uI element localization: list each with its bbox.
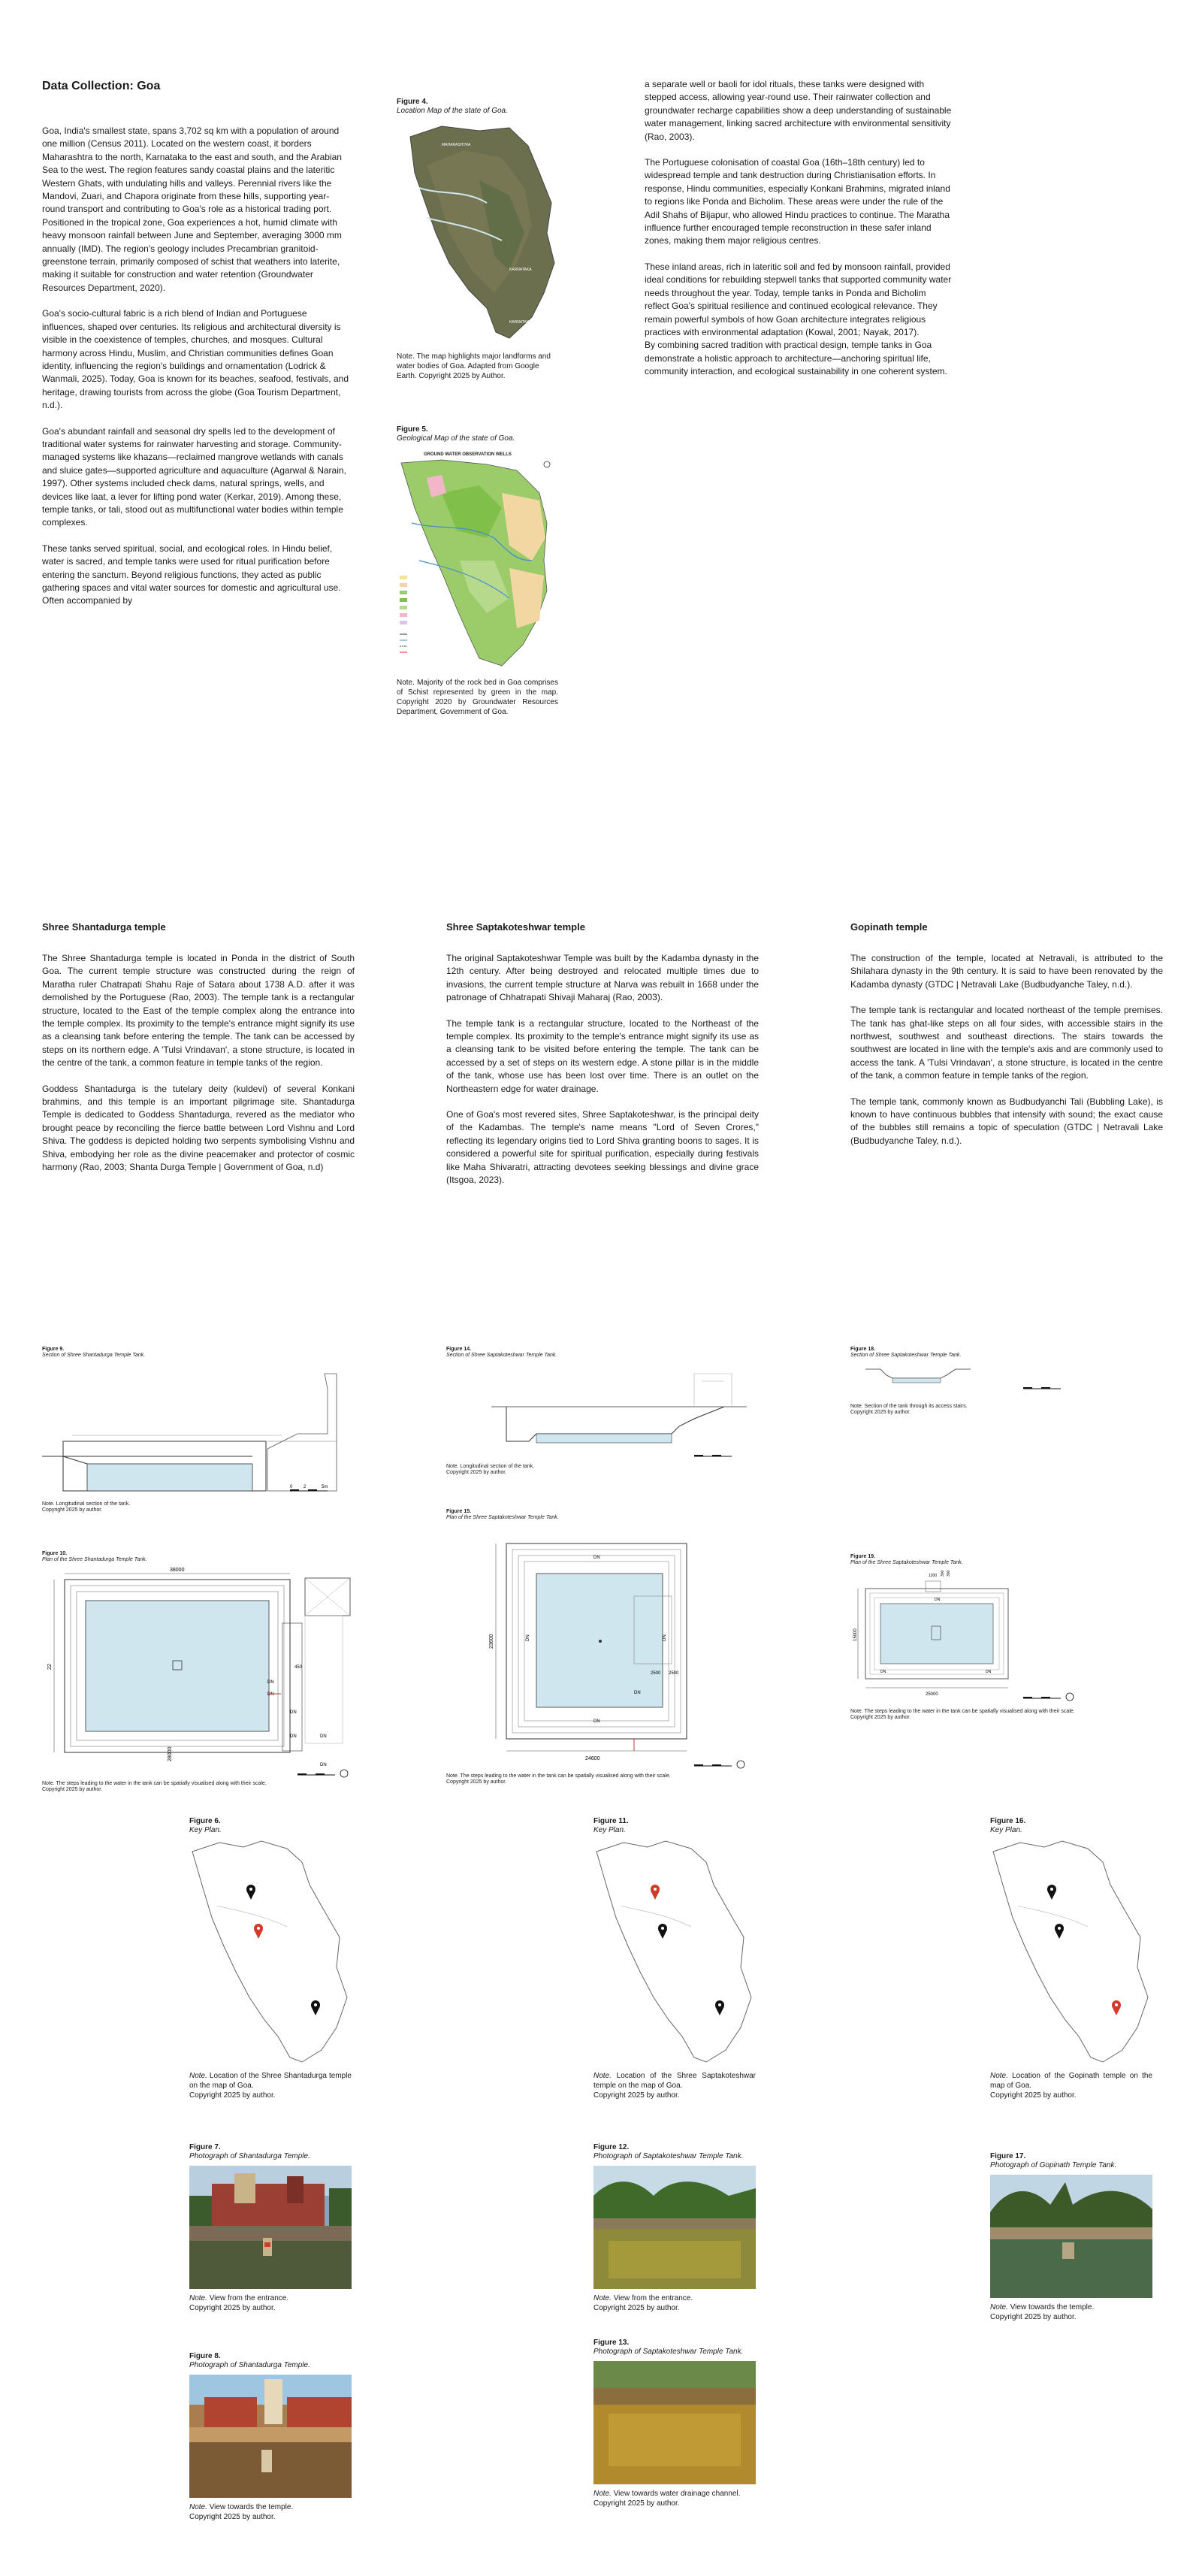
photo-saptakoteshwar-drainage xyxy=(593,2361,756,2484)
figure-note: Note. View from the entrance. xyxy=(189,2294,289,2302)
scale-bar xyxy=(1023,1693,1074,1701)
dimension-label: 24600 xyxy=(585,1756,600,1761)
figure-copyright: Copyright 2025 by author. xyxy=(593,2499,680,2508)
figure-note: Note. View towards the temple. xyxy=(189,2503,294,2511)
figure-label: Figure 12. xyxy=(593,2143,630,2151)
section-drawing xyxy=(446,1359,762,1464)
figure-caption: Photograph of Saptakoteshwar Temple Tank. xyxy=(593,2152,744,2160)
intro-paragraph: These tanks served spiritual, social, and ecological roles. In Hindu belief, water is sacred, and temple tanks were used for ritual purification before entering the sanctum. Beyond religious functions, they acted as public gathering spaces and vital water sources for domestic and agricultural use. Often accompanied by xyxy=(42,543,341,606)
stair-label: DN xyxy=(663,1634,667,1641)
figure-9 xyxy=(42,1347,358,1513)
figure-label: Figure 11. xyxy=(593,1817,629,1825)
map-pin-icon xyxy=(254,1924,263,1939)
stair-label: DN xyxy=(986,1670,992,1674)
plan-drawing xyxy=(42,1563,358,1781)
intro-column-right xyxy=(645,78,953,392)
dimension-label: 22 xyxy=(47,1664,53,1670)
figure-label: Figure 8. xyxy=(189,2352,221,2360)
intro-paragraph: Goa's socio-cultural fabric is a rich blend of Indian and Portuguese influences, shaped over centuries. Its religious and architectural diversity is visible in the coexistence of temples, churches, and mosques. Cultural harmony across Hindu, Muslim, and Christian communities defines Goan identity, influencing the region's buildings and ornamentation (Lodrick & Wanmali, 2025). Today, Goa is known for its beaches, seafood, festivals, and heritage, drawing tourists from across the globe (Goa Tourism Department, n.d.). xyxy=(42,308,349,411)
map-label: ARABIAN SEA xyxy=(404,245,430,249)
temple-heading: Shree Shantadurga temple xyxy=(42,921,166,933)
figure-copyright: Copyright 2025 by author. xyxy=(593,2304,680,2312)
temple-column-gopinath xyxy=(850,921,1163,1160)
photo-shantadurga-entrance xyxy=(189,2166,352,2289)
key-plan-map xyxy=(593,1840,756,2065)
figure-caption: Section of Shree Saptakoteshwar Temple Tank. xyxy=(446,1353,557,1358)
temple-heading: Shree Saptakoteshwar temple xyxy=(446,921,585,933)
dimension-label: 38000 xyxy=(170,1568,185,1573)
figure-note: Note. Section of the tank through its access stairs. xyxy=(850,1404,968,1409)
figure-note: Note. View from the entrance. xyxy=(593,2294,693,2302)
figure-note: Copyright 2025 by author. xyxy=(42,1787,103,1792)
figure-note: Note. Majority of the rock bed in Goa comprises of Schist represented by green in the map. Copyright 2020 by Groundwater Resources Department, Government of Goa. xyxy=(397,679,558,716)
scale-bar xyxy=(290,1485,328,1491)
figure-label: Figure 7. xyxy=(189,2143,221,2151)
figure-note: Note. The map highlights major landforms and water bodies of Goa. Adapted from Google Earth. Copyright 2025 by Author. xyxy=(397,352,551,380)
figure-note: Note. Location of the Shree Shantadurga temple on the map of Goa. xyxy=(189,2072,352,2090)
temple-paragraph: One of Goa's most revered sites, Shree Saptakoteshwar, is the principal deity of the Kadambas. The temple's name means "Lord of Seven Crores," reflecting its legendary origins tied to Lord Shiva granting boons to sages. It is considered a powerful site for spiritual purification, especially during festivals like Maha Shivaratri, attracting devotees seeking blessings and divine grace (Itsgoa, 2023). xyxy=(446,1109,759,1186)
figure-caption: Key Plan. xyxy=(189,1826,222,1834)
figure-caption: Key Plan. xyxy=(593,1826,626,1834)
figure-note: Copyright 2025 by author. xyxy=(850,1715,911,1720)
intro-paragraph: Goa's abundant rainfall and seasonal dry spells led to the development of traditional water systems for rainwater harvesting and storage. Community-managed systems like khazans—reclaimed mangrove wetlands with canals and sluice gates—supported agriculture and aquaculture (Agarwal & Narain, 1997). Other systems included check dams, natural springs, wells, and devices like laat, a lever for lifting pond water (Kerkar, 2019). Among these, temple tanks, or tali, stood out as multifunctional water bodies within temple complexes. xyxy=(42,425,346,528)
figure-label: Figure 18. xyxy=(850,1347,876,1352)
figure-note: Note. Location of the Shree Saptakoteshwar temple on the map of Goa. xyxy=(593,2072,756,2090)
map-pin-icon xyxy=(1112,2000,1121,2015)
map-title: GROUND WATER OBSERVATION WELLS xyxy=(424,452,512,457)
figure-label: Figure 16. xyxy=(990,1817,1026,1825)
figure-caption: Plan of the Shree Saptakoteshwar Temple Tank. xyxy=(850,1560,963,1565)
figure-17 xyxy=(990,2152,1152,2322)
figure-14 xyxy=(446,1347,762,1476)
stair-label: DN xyxy=(267,1692,274,1697)
scale-bar xyxy=(694,1455,732,1456)
figure-note: Note. Location of the Gopinath temple on the map of Goa. xyxy=(990,2072,1152,2090)
figure-11 xyxy=(593,1817,756,2100)
figure-caption: Key Plan. xyxy=(990,1826,1022,1834)
figure-note: Note. View towards water drainage channel. xyxy=(593,2490,741,2498)
intro-paragraph: The Portuguese colonisation of coastal Goa (16th–18th century) led to widespread temple and tank destruction during Christianisation efforts. In response, Hindu communities, especially Konkani Brahmins, migrated inland to regions like Ponda and Bicholim. These areas were under the rule of the Adil Shahs of Bijapur, who allowed Hindu practices to continue. The Maratha influence further encouraged temple reconstruction in these safer inland zones, making them major religious centres. xyxy=(645,157,950,246)
figure-10 xyxy=(42,1551,358,1793)
key-plan-map xyxy=(990,1840,1152,2065)
map-label: KARNATAKA xyxy=(509,320,532,325)
figure-caption: Section of Shree Shantadurga Temple Tank. xyxy=(42,1353,146,1358)
plan-drawing xyxy=(850,1566,1166,1709)
figure-8 xyxy=(189,2352,352,2522)
figure-12 xyxy=(593,2143,756,2313)
stair-label: DN xyxy=(290,1734,297,1739)
figure-note: Note. The steps leading to the water in the tank can be spatially visualised along with their scale. xyxy=(850,1709,1075,1714)
figure-4 xyxy=(397,98,562,381)
figure-copyright: Copyright 2025 by author. xyxy=(593,2091,680,2100)
dimension-label: 300 xyxy=(941,1570,945,1577)
figure-5 xyxy=(397,425,562,717)
dimension-label: 15000 xyxy=(853,1628,858,1641)
figure-copyright: Copyright 2025 by author. xyxy=(990,2313,1077,2321)
scale-bar xyxy=(1023,1387,1061,1389)
figure-note: Copyright 2025 by author. xyxy=(446,1779,507,1785)
temple-column-saptakoteshwar xyxy=(446,921,759,1200)
scale-label: 2 xyxy=(304,1485,307,1489)
figure-caption: Section of Shree Saptakoteshwar Temple Tank. xyxy=(850,1353,962,1358)
figure-caption: Plan of the Shree Saptakoteshwar Temple Tank. xyxy=(446,1515,559,1520)
figure-label: Figure 19. xyxy=(850,1554,876,1559)
section-drawing xyxy=(42,1359,358,1501)
section-title: Data Collection: Goa xyxy=(42,80,161,92)
figure-16 xyxy=(990,1817,1152,2100)
map-pin-icon xyxy=(651,1885,660,1900)
key-plan-map xyxy=(189,1840,352,2065)
figure-note: Note. The steps leading to the water in the tank can be spatially visualised along with their scale. xyxy=(42,1781,267,1786)
scale-label: 5m xyxy=(322,1485,328,1489)
map-label: MAHARASHTRA xyxy=(442,143,471,147)
photo-saptakoteshwar-entrance xyxy=(593,2166,756,2289)
temple-paragraph: The original Saptakoteshwar Temple was built by the Kadamba dynasty in the 12th century. After being destroyed and relocated multiple times due to invasions, the current temple structure at Narva was rebuilt in 1668 under the patronage of Chhatrapati Shivaji Maharaj (Rao, 2003). xyxy=(446,953,759,1003)
figure-label: Figure 17. xyxy=(990,2152,1026,2160)
stair-label: DN xyxy=(320,1734,327,1739)
temple-paragraph: The Shree Shantadurga temple is located in Ponda in the district of South Goa. The current temple structure was constructed during the reign of Maratha ruler Chatrapati Shahu Raje of Satara about 1738 A.D. after it was demolished by the Portuguese (Rao, 2003). The temple tank is a rectangular structure, located to the East of the temple complex along the entrance into the temple complex. Its proximity to the temple's entrance might signify its use as a cleansing tank before entering the temple. The tank can be accessed by steps on its northern edge. A 'Tulsi Vrindavan', a stone structure, is located in the centre of the tank, a common feature in temple tanks of the region. xyxy=(42,953,355,1069)
figure-caption: Photograph of Shantadurga Temple. xyxy=(189,2361,310,2369)
intro-paragraph: These inland areas, rich in lateritic soil and fed by monsoon rainfall, provided ideal conditions for rebuilding stepwell tanks that supported community water needs throughout the year. Today, temple tanks in Ponda and Bicholim reflect Goa's spiritual resilience and continued ecological relevance. They remain powerful symbols of how Goan architecture integrates religious practices with environmental adaptation (Kowal, 2001; Nayak, 2017). xyxy=(645,261,952,337)
stair-label: DN xyxy=(267,1680,274,1685)
map-pin-icon xyxy=(1047,1885,1056,1900)
scale-bar xyxy=(297,1770,348,1777)
stair-label: DN xyxy=(593,1719,600,1724)
dimension-label: 1200 xyxy=(929,1574,938,1578)
figure-copyright: Copyright 2025 by author. xyxy=(990,2091,1077,2100)
figure-label: Figure 10. xyxy=(42,1551,68,1556)
stair-label: DN xyxy=(320,1763,327,1767)
dimension-label: 28000 xyxy=(168,1746,173,1761)
stair-label: DN xyxy=(935,1598,941,1602)
figure-note: Copyright 2025 by author. xyxy=(42,1507,103,1513)
figure-caption: Geological Map of the state of Goa. xyxy=(397,434,515,443)
map-pin-icon xyxy=(715,2000,724,2015)
stair-label: DN xyxy=(880,1670,886,1674)
dimension-label: 25000 xyxy=(926,1692,938,1697)
figure-note: Note. Longitudinal section of the tank. xyxy=(446,1464,535,1469)
dimension-label: 23600 xyxy=(489,1634,494,1649)
figure-copyright: Copyright 2025 by author. xyxy=(189,2513,276,2521)
figure-caption: Plan of the Shree Shantadurga Temple Tank. xyxy=(42,1557,147,1562)
figure-label: Figure 13. xyxy=(593,2339,630,2347)
figure-6 xyxy=(189,1817,352,2100)
temple-paragraph: The temple tank is rectangular and located northeast of the temple premises. The tank has ghat-like steps on all four sides, with accessible stairs in the northwest, southwest and southeast directions. The stairs towards the southwest are located in line with the temple's axis and are commonly used to access the tank. A 'Tulsi Vrindavan', a stone structure, is located in the centre of the tank, a common feature in temple tanks of the region. xyxy=(850,1005,1163,1081)
photo-gopinath-tank xyxy=(990,2175,1152,2298)
figure-note: Note. Longitudinal section of the tank. xyxy=(42,1501,131,1507)
figure-copyright: Copyright 2025 by author. xyxy=(189,2304,276,2312)
temple-paragraph: The temple tank, commonly known as Budbudyanchi Tali (Bubbling Lake), is known to have continuous bubbles that intensify with sound; the exact cause of the bubbles still remains a topic of speculation (GTDC | Netravali Lake (Budbudyanche Taley, n.d.). xyxy=(850,1096,1163,1146)
temple-paragraph: Goddess Shantadurga is the tutelary deity (kuldevi) of several Konkani brahmins, and this temple is an important pilgrimage site. Shantadurga Temple is dedicated to Goddess Shantadurga, revered as the mediator who brought peace by reconciling the fierce battle between Lord Vishnu and Lord Shiva. The goddess is depicted holding two serpents symbolising Vishnu and Shiva, embodying her role as the divine peacemaker and protector of cosmic harmony (Rao, 2003; Shanta Durga Temple | Government of Goa, n.d) xyxy=(42,1083,355,1173)
figure-caption: Photograph of Shantadurga Temple. xyxy=(189,2152,310,2160)
figure-note: Copyright 2025 by author. xyxy=(446,1470,507,1475)
map-pin-icon xyxy=(311,2000,320,2015)
goa-location-map xyxy=(397,120,562,346)
intro-paragraph: Goa, India's smallest state, spans 3,702 sq km with a population of around one million (Census 2011). Located on the western coast, it borders Maharashtra to the north, Karnataka to the east and south, and the Arabian Sea to the west. The region features sandy coastal plains and the lateritic Western Ghats, with undulating hills and valleys. Perennial rivers like the Mandovi, Zuari, and Chapora originate from these hills, supporting year-round transport and contributing to Goa's role as a historical trading port. Positioned in the tropical zone, Goa experiences a hot, humid climate with heavy monsoon rainfall between June and September, averaging 3000 mm annually (IMD). The region's geology includes Precambrian granitoid-greenstone terrain, primarily composed of schist that weathers into laterite, making it suitable for construction and water retention (Groundwater Resources Department, 2020). xyxy=(42,125,342,293)
figure-7 xyxy=(189,2143,352,2313)
dimension-label: 2500 xyxy=(669,1671,679,1676)
figure-label: Figure 6. xyxy=(189,1817,221,1825)
figure-label: Figure 5. xyxy=(397,425,428,434)
stair-label: DN xyxy=(634,1691,641,1695)
section-drawing xyxy=(850,1359,1166,1404)
figure-caption: Location Map of the state of Goa. xyxy=(397,107,508,115)
figure-label: Figure 4. xyxy=(397,98,428,106)
figure-18 xyxy=(850,1347,1166,1416)
map-pin-icon xyxy=(246,1885,255,1900)
intro-paragraph: a separate well or baoli for idol rituals, these tanks were designed with stepped access, allowing year-round use. Their rainwater collection and groundwater recharge capabilities show a deep understanding of sustainable water management, linking sacred architecture with environmental sensitivity (Rao, 2003). xyxy=(645,79,952,142)
map-pin-icon xyxy=(658,1924,667,1939)
photo-shantadurga-temple xyxy=(189,2375,352,2498)
map-pin-icon xyxy=(1055,1924,1064,1939)
temple-paragraph: The construction of the temple, located at Netravali, is attributed to the Shilahara dynasty in the 9th century. It is said to have been renovated by the Kadamba dynasty (GTDC | Netravali Lake (Budbudyanche Taley, n.d.). xyxy=(850,953,1163,990)
figure-label: Figure 15. xyxy=(446,1509,472,1514)
stair-label: DN xyxy=(290,1710,297,1715)
scale-bar xyxy=(694,1761,744,1768)
figure-15 xyxy=(446,1509,762,1785)
scale-label: 0 xyxy=(290,1485,293,1489)
figure-note: Note. The steps leading to the water in the tank can be spatially visualised along with their scale. xyxy=(446,1773,671,1779)
stair-label: DN xyxy=(593,1556,600,1560)
figure-copyright: Copyright 2025 by author. xyxy=(189,2091,276,2100)
figure-caption: Photograph of Saptakoteshwar Temple Tank. xyxy=(593,2348,744,2356)
temple-heading: Gopinath temple xyxy=(850,921,928,933)
map-label: KARNATAKA xyxy=(509,268,532,272)
dimension-label: 2500 xyxy=(651,1671,661,1676)
plan-drawing xyxy=(446,1521,762,1773)
dimension-label: 450 xyxy=(294,1665,303,1670)
intro-paragraph: By combining sacred tradition with practical design, temple tanks in Goa demonstrate a holistic approach to architecture—anchoring spiritual life, community interaction, and ecological sustainability in one coherent system. xyxy=(645,340,947,377)
intro-column-left xyxy=(42,125,350,621)
dimension-label: 300 xyxy=(947,1570,951,1577)
figure-label: Figure 14. xyxy=(446,1347,472,1352)
figure-caption: Photograph of Gopinath Temple Tank. xyxy=(990,2161,1117,2169)
figure-label: Figure 9. xyxy=(42,1347,65,1352)
figure-19 xyxy=(850,1554,1166,1721)
temple-column-shantadurga xyxy=(42,921,355,1187)
figure-note: Copyright 2025 by author. xyxy=(850,1410,911,1415)
figure-note: Note. View towards the temple. xyxy=(990,2303,1095,2311)
stair-label: DN xyxy=(526,1634,530,1641)
goa-geological-map xyxy=(397,448,562,673)
temple-paragraph: The temple tank is a rectangular structure, located to the Northeast of the temple complex. Its proximity to the temple's entrance might signify its use as a cleansing tank to be visited before entering the temple. The tank can be accessed by a set of steps on its western edge. A stone pillar is in the middle of the tank, whose use has been lost over time. There is an outlet on the Northeastern edge for water drainage. xyxy=(446,1017,759,1094)
figure-13 xyxy=(593,2339,756,2508)
